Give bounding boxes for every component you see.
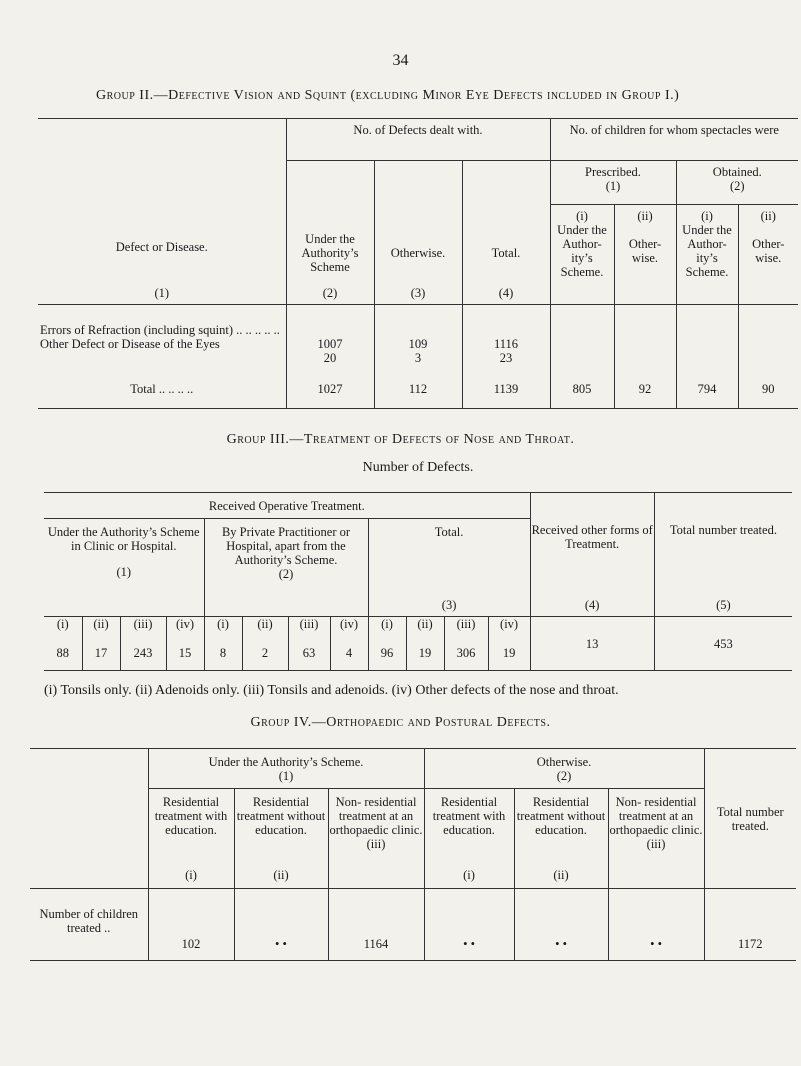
g3-col-other: Received other forms of Treatment. (4) — [530, 493, 654, 617]
g3-private-val: 4 — [330, 637, 368, 671]
g4-val: 102 — [148, 889, 234, 961]
g4-val: • • — [234, 889, 328, 961]
g3-total-treated-val: 453 — [654, 617, 792, 671]
g3-sub: (i) — [44, 617, 82, 637]
g3-under-val: 15 — [166, 637, 204, 671]
g3-total-val: 96 — [368, 637, 406, 671]
g4-val: 1172 — [704, 889, 796, 961]
group3-title: Group III.—Treatment of Defects of Nose and Throat. — [226, 432, 575, 447]
g3-sub: (iv) — [488, 617, 530, 637]
g3-under-val: 17 — [82, 637, 120, 671]
group4-table — [30, 748, 796, 961]
g4-val: • • — [514, 889, 608, 961]
g3-other-val: 13 — [530, 617, 654, 671]
group2-table — [38, 118, 798, 409]
group2-title: Group II.—Defective Vision and Squint (excluding Minor Eye Defects included in Group I.) — [96, 88, 680, 103]
g2-obtained-i: (i) Under the Author- ity’s Scheme. — [676, 205, 738, 305]
g3-sub: (iii) — [288, 617, 330, 637]
g2-col-otherwise: Otherwise. (3) — [374, 161, 462, 305]
group3-table — [44, 492, 792, 671]
g2-col-children: No. of children for whom spectacles were — [550, 119, 798, 161]
g3-private-val: 63 — [288, 637, 330, 671]
g4-val: 1164 — [328, 889, 424, 961]
g2-total-label: Total .. .. .. .. — [130, 382, 194, 397]
g2-obtained-ii: (ii) Other- wise. — [738, 205, 798, 305]
g3-sub: (iv) — [166, 617, 204, 637]
g4-sub-res-noedu: Residential treatment without education. (ii) — [234, 789, 328, 889]
g2-col-obtained: Obtained. (2) — [676, 161, 798, 205]
g3-under-val: 243 — [120, 637, 166, 671]
g4-col-total: Total number treated. — [704, 749, 796, 889]
group4-title: Group IV.—Orthopaedic and Postural Defects. — [250, 715, 551, 730]
g2-total-o-ii: 90 — [738, 371, 798, 409]
g3-sub: (iii) — [120, 617, 166, 637]
g3-total-val: 19 — [406, 637, 444, 671]
g3-sub: (iv) — [330, 617, 368, 637]
g3-under-val: 88 — [56, 646, 69, 661]
g2-col-prescribed: Prescribed. (1) — [550, 161, 676, 205]
g2-total-p-i: 805 — [550, 371, 614, 409]
g2-total-otherwise: 112 — [374, 371, 462, 409]
g4-sub-res-edu: Residential treatment with education. (i) — [148, 789, 234, 889]
g2-prescribed-ii: (ii) Other- wise. — [614, 205, 676, 305]
g3-sub: (ii) — [82, 617, 120, 637]
g2-total-vals: 1116 23 — [462, 305, 550, 371]
g3-total-val: 306 — [444, 637, 488, 671]
g3-sub: (ii) — [242, 617, 288, 637]
g2-otherwise-vals: 109 3 — [374, 305, 462, 371]
g4-sub-res-noedu-2: Residential treatment without education. (ii) — [514, 789, 608, 889]
g3-note: (i) Tonsils only. (ii) Adenoids only. (iii) Tonsils and adenoids. (iv) Other defects of the nose and throat. — [44, 683, 619, 698]
g2-col-total: Total. (4) — [462, 161, 550, 305]
g4-col-otherwise: Otherwise. (2) — [424, 749, 704, 789]
g3-sub: (i) — [368, 617, 406, 637]
g3-col-operative: Received Operative Treatment. — [44, 493, 530, 519]
g2-total-o-i: 794 — [676, 371, 738, 409]
g2-col-under: Under the Authority’s Scheme (2) — [286, 161, 374, 305]
g3-sub: (iii) — [444, 617, 488, 637]
g2-prescribed-i: (i) Under the Author- ity’s Scheme. — [550, 205, 614, 305]
g4-row-label: Number of children treated .. — [30, 889, 148, 961]
g3-col-under: Under the Authority’s Scheme in Clinic or Hospital. (1) — [47, 525, 200, 579]
g2-col-defect-num: (1) — [154, 286, 170, 300]
g3-number-of-defects: Number of Defects. — [362, 460, 474, 475]
g3-col-total: Total. (3) — [368, 519, 530, 617]
g2-col-defect — [38, 119, 286, 305]
g4-val: • • — [608, 889, 704, 961]
g3-private-val: 8 — [204, 637, 242, 671]
g4-sub-nonres-2: Non- residential treatment at an orthopaedic clinic. (iii) — [608, 789, 704, 889]
g3-col-total-treated: Total number treated. (5) — [654, 493, 792, 617]
g2-col-defect-label: Defect or Disease. — [115, 239, 208, 254]
g3-total-val: 19 — [488, 637, 530, 671]
g4-col-under: Under the Authority’s Scheme. (1) — [148, 749, 424, 789]
g2-total-total: 1139 — [462, 371, 550, 409]
g2-row-labels: Errors of Refraction (including squint) .. .. .. .. .. Other Defect or Disease of the Eyes — [38, 305, 286, 371]
g2-under-vals: 1007 20 — [286, 305, 374, 371]
g4-sub-nonres: Non- residential treatment at an orthopaedic clinic. (iii) — [328, 789, 424, 889]
g3-col-private: By Private Practitioner or Hospital, apart from the Authority’s Scheme. (2) — [204, 519, 368, 617]
g3-sub: (ii) — [406, 617, 444, 637]
g2-total-p-ii: 92 — [614, 371, 676, 409]
g4-sub-res-edu-2: Residential treatment with education. (i) — [424, 789, 514, 889]
g4-val: • • — [424, 889, 514, 961]
page-number: 34 — [392, 52, 409, 69]
g2-col-dealt: No. of Defects dealt with. — [286, 119, 550, 161]
g2-total-under: 1027 — [286, 371, 374, 409]
g3-private-val: 2 — [242, 637, 288, 671]
g3-sub: (i) — [204, 617, 242, 637]
